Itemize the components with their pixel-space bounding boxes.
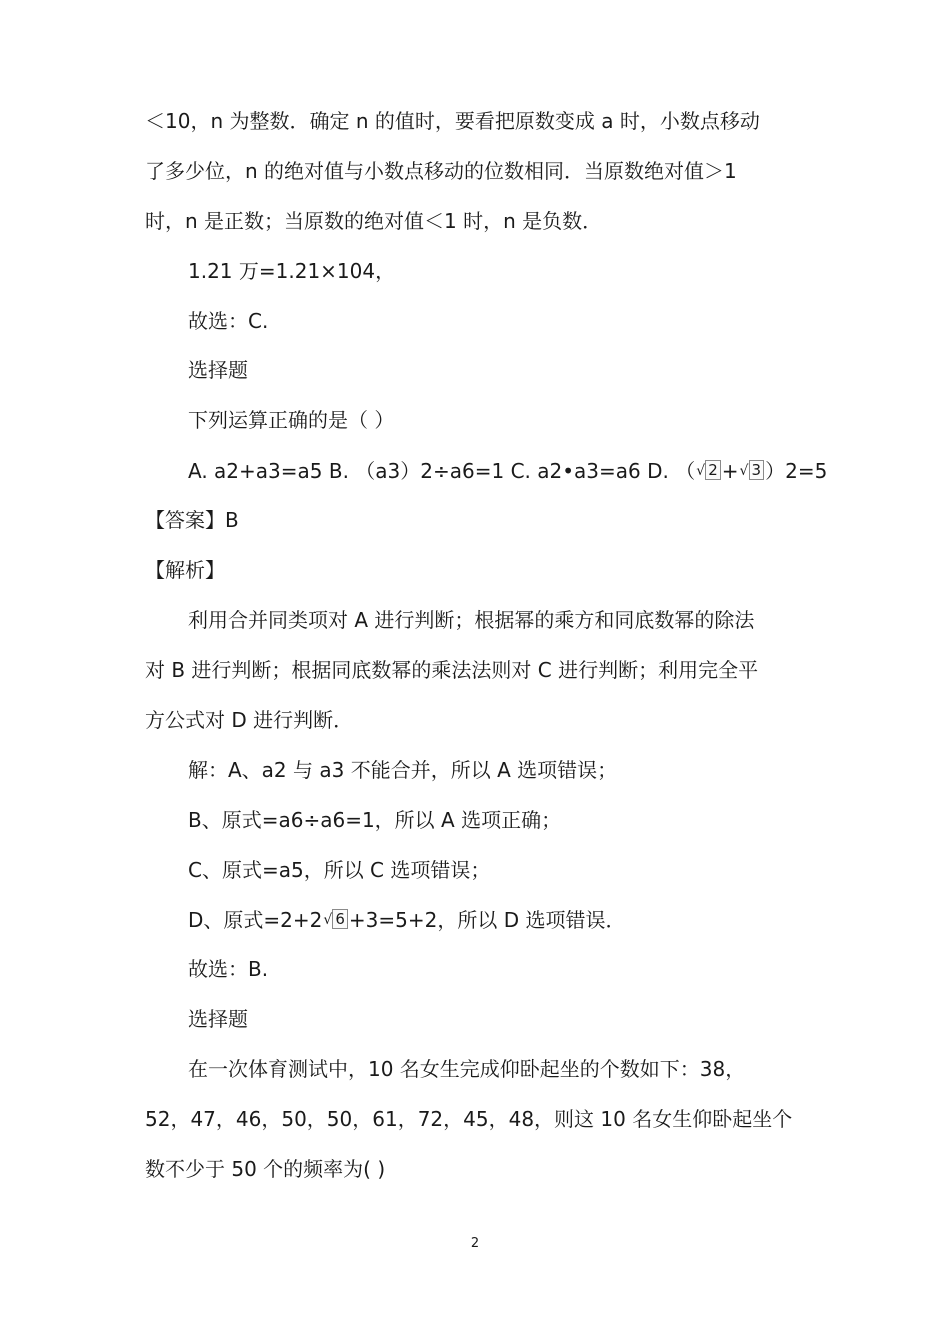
options-text: ）2=5 [765, 459, 828, 483]
section-label: 选择题 [188, 1007, 248, 1031]
paragraph-line: 故选：B. [188, 957, 269, 981]
radicand: 6 [332, 909, 348, 929]
solution-text: D、原式=2+2 [188, 908, 323, 932]
question-text: 下列运算正确的是（ ） [188, 408, 395, 432]
sqrt-symbol [740, 460, 765, 480]
paragraph-line: 1.21 万=1.21×104， [188, 259, 396, 283]
sqrt-symbol [323, 909, 348, 929]
radical-icon: √ [323, 912, 333, 928]
paragraph-line: 利用合并同类项对 A 进行判断；根据幂的乘方和同底数幂的除法 [188, 608, 755, 632]
paragraph-line: ＜10，n 为整数．确定 n 的值时，要看把原数变成 a 时，小数点移动 [145, 109, 760, 133]
section-label: 选择题 [188, 358, 248, 382]
options-text: A. a2+a3=a5 B. （a3）2÷a6=1 C. a2•a3=a6 D. （ [188, 459, 696, 483]
page-number: 2 [470, 1236, 480, 1251]
options-line [188, 457, 827, 485]
radicand: 3 [749, 460, 765, 480]
radicand: 2 [705, 460, 721, 480]
paragraph-line: 方公式对 D 进行判断． [145, 708, 354, 732]
question-text: 数不少于 50 个的频率为( ) [145, 1157, 386, 1181]
paragraph-line: 时，n 是正数；当原数的绝对值＜1 时，n 是负数． [145, 209, 603, 233]
question-text: 52，47，46，50，50，61，72，45，48，则这 10 名女生仰卧起坐个 [145, 1107, 793, 1131]
radical-icon: √ [696, 463, 706, 479]
answer-label: 【答案】B [145, 508, 239, 532]
sqrt-symbol [696, 460, 721, 480]
question-text: 在一次体育测试中，10 名女生完成仰卧起坐的个数如下：38， [188, 1057, 746, 1081]
paragraph-line: 了多少位，n 的绝对值与小数点移动的位数相同．当原数绝对值＞1 [145, 159, 737, 183]
paragraph-line: 故选：C. [188, 309, 269, 333]
radical-icon: √ [739, 463, 749, 479]
paragraph-line: 对 B 进行判断；根据同底数幂的乘法法则对 C 进行判断；利用完全平 [145, 658, 759, 682]
solution-line [188, 906, 625, 934]
analysis-label: 【解析】 [145, 558, 225, 582]
plus-sign: + [721, 459, 739, 483]
solution-line: 解：A、a2 与 a3 不能合并，所以 A 选项错误； [188, 758, 618, 782]
solution-text: +3=5+2，所以 D 选项错误． [348, 908, 626, 932]
solution-line: B、原式=a6÷a6=1，所以 A 选项正确； [188, 808, 562, 832]
solution-line: C、原式=a5，所以 C 选项错误； [188, 858, 491, 882]
